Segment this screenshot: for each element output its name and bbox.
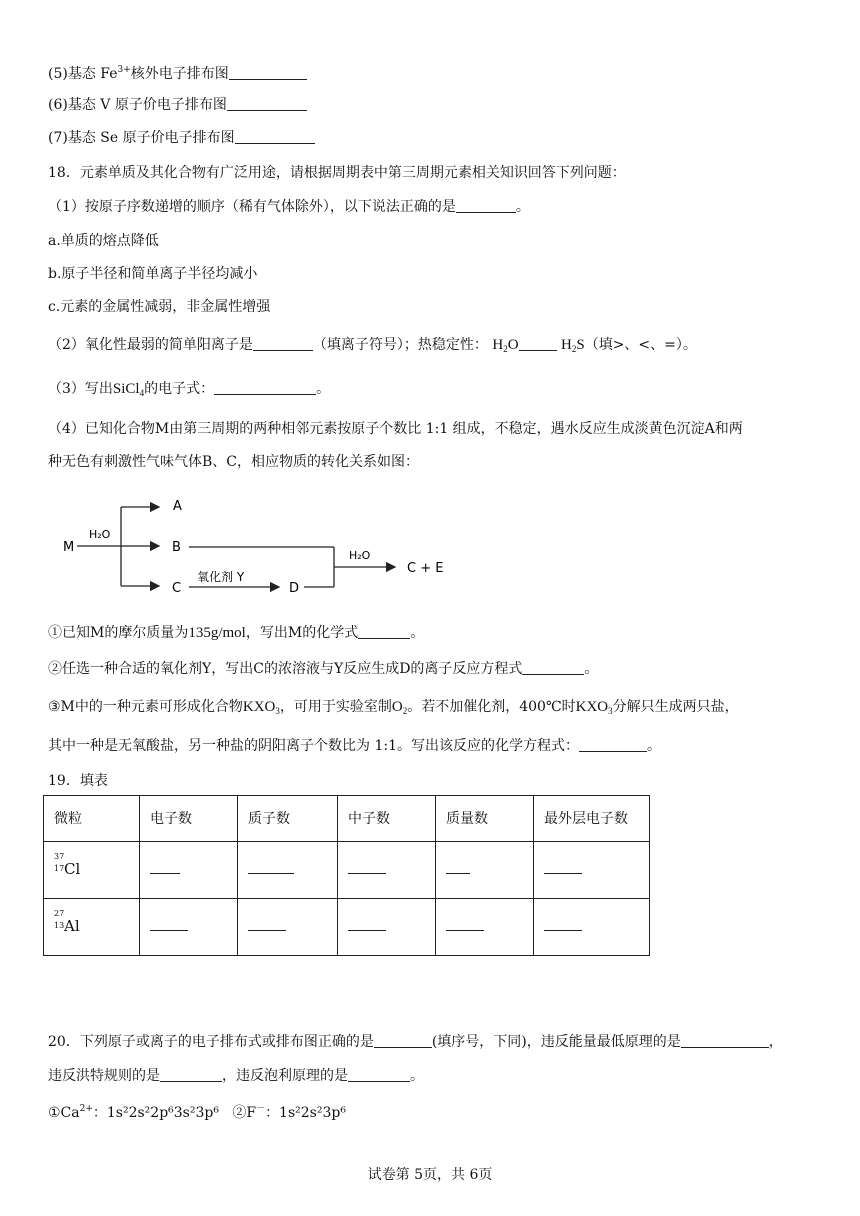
q18-part3	[48, 379, 330, 403]
text: （填>、<、=）。	[584, 337, 697, 353]
answer-blank[interactable]	[348, 861, 386, 874]
cell[interactable]	[436, 842, 534, 899]
q18-sub2	[48, 659, 598, 679]
q17-item7	[48, 128, 315, 148]
molar-mass: 135g/mol	[188, 625, 246, 641]
option-2: ②F	[232, 1105, 257, 1121]
q18-option-a: a.单质的熔点降低	[48, 233, 159, 249]
table-header: 质量数	[436, 796, 534, 842]
q17-item5	[48, 60, 307, 84]
page-footer: 试卷第 5页，共 6页	[367, 1167, 493, 1183]
answer-blank[interactable]	[358, 624, 410, 639]
superscript: －	[256, 1104, 266, 1114]
text: 20．下列原子或离子的电子排布式或排布图正确的是	[48, 1034, 374, 1050]
answer-blank[interactable]	[544, 861, 582, 874]
text: 。	[515, 199, 530, 215]
q18-option-c: c.元素的金属性减弱，非金属性增强	[48, 299, 271, 315]
answer-blank[interactable]	[446, 861, 470, 874]
q18-intro: 18．元素单质及其化合物有广泛用途，请根据周期表中第三周期元素相关知识回答下列问题：	[48, 165, 626, 181]
cell[interactable]	[140, 899, 238, 956]
answer-blank[interactable]	[160, 1067, 222, 1082]
cell[interactable]	[238, 899, 338, 956]
answer-blank[interactable]	[522, 660, 584, 675]
formula-h2s: $H_2S$	[561, 337, 585, 354]
text: 。	[316, 381, 331, 397]
node-d: D	[289, 581, 300, 596]
text: 。	[584, 661, 599, 677]
text: ，可用于实验室制	[279, 699, 392, 715]
cell[interactable]	[436, 899, 534, 956]
node-m: M	[63, 540, 75, 555]
q17-item6	[48, 95, 307, 115]
q18-part4-line2: 种无色有刺激性气味气体B、C，相应物质的转化关系如图：	[48, 454, 419, 470]
answer-blank[interactable]	[519, 336, 557, 351]
text: (6)基态 V 原子价电子排布图	[48, 97, 227, 113]
superscript: 2+	[79, 1104, 93, 1114]
answer-blank[interactable]	[214, 380, 316, 395]
table-header: 电子数	[140, 796, 238, 842]
answer-blank[interactable]	[374, 1033, 432, 1048]
formula-kxo3: $KXO_3$	[242, 699, 280, 716]
nuclide-al: 27 13 Al	[44, 899, 140, 956]
q18-sub1	[48, 623, 424, 643]
q19-title: 19．填表	[48, 773, 108, 789]
q18-part2	[48, 335, 697, 359]
text: 违反洪特规则的是	[48, 1068, 160, 1084]
cell[interactable]	[238, 842, 338, 899]
node-b: B	[172, 540, 181, 555]
nuclide-cl: 37 17 Cl	[44, 842, 140, 899]
config-2: ：1s²2s²3p⁶	[265, 1105, 346, 1121]
answer-blank[interactable]	[227, 96, 307, 111]
text: （3）写出	[48, 381, 113, 397]
node-ce: C + E	[407, 561, 444, 576]
text: ，写出M的化学式	[245, 625, 359, 641]
reaction-diagram	[55, 490, 455, 605]
label-h2o-2: H₂O	[349, 549, 371, 562]
answer-blank[interactable]	[248, 918, 286, 931]
cell[interactable]	[534, 842, 650, 899]
q18-part1	[48, 197, 530, 217]
table-header: 质子数	[238, 796, 338, 842]
q20-line1	[48, 1032, 783, 1052]
text: ③M中的一种元素可形成化合物	[48, 699, 243, 715]
answer-blank[interactable]	[248, 861, 294, 874]
text: 。	[646, 738, 661, 754]
text: 核外电子排布图	[130, 66, 229, 82]
option-1: ①Ca	[48, 1105, 80, 1121]
text: 。若不加催化剂，400℃时	[407, 699, 576, 715]
text: ②任选一种合适的氧化剂Y，写出C的浓溶液与Y反应生成D的离子反应方程式	[48, 661, 523, 677]
text: (5)基态 Fe	[48, 66, 118, 82]
label-oxidant: 氧化剂 Y	[197, 570, 245, 584]
text: 。	[410, 1068, 424, 1084]
answer-blank[interactable]	[579, 737, 647, 752]
superscript: 3+	[117, 65, 131, 75]
answer-blank[interactable]	[229, 65, 307, 80]
label-h2o-1: H₂O	[89, 528, 111, 541]
text: （1）按原子序数递增的顺序（稀有气体除外），以下说法正确的是	[48, 199, 456, 215]
table-header-row	[44, 796, 650, 842]
q20-options	[48, 1099, 346, 1123]
text: (填序号，下同)，违反能量最低原理的是	[431, 1034, 681, 1050]
cell[interactable]	[534, 899, 650, 956]
text: 分解只生成两只盐，	[612, 699, 739, 715]
config-1: ：1s²2s²2p⁶3s²3p⁶	[92, 1105, 219, 1121]
text: 其中一种是无氧酸盐，另一种盐的阴阳离子个数比为 1:1。写出该反应的化学方程式：	[48, 738, 579, 754]
cell[interactable]	[140, 842, 238, 899]
q18-sub3-line1	[48, 697, 739, 721]
formula-h2o: $H_2O$	[492, 337, 519, 354]
text: ，违反泡利原理的是	[222, 1068, 348, 1084]
text: (7)基态 Se 原子价电子排布图	[48, 130, 235, 146]
text: （填离子符号）；热稳定性：	[312, 337, 488, 353]
node-c: C	[172, 581, 182, 596]
formula-o2: $O_2$	[391, 699, 408, 716]
answer-blank[interactable]	[348, 1067, 410, 1082]
table-header: 微粒	[44, 796, 140, 842]
text: ①已知M的摩尔质量为	[48, 625, 189, 641]
formula-sicl4: SiCl$_4$	[112, 381, 145, 398]
text: （2）氧化性最弱的简单阳离子是	[48, 337, 253, 353]
answer-blank[interactable]	[235, 129, 315, 144]
q18-option-b: b.原子半径和简单离子半径均减小	[48, 266, 258, 282]
answer-blank[interactable]	[544, 918, 582, 931]
answer-blank[interactable]	[348, 918, 386, 931]
table-row	[44, 842, 650, 899]
table-row	[44, 899, 650, 956]
cell[interactable]	[338, 842, 436, 899]
text: 。	[410, 625, 425, 641]
answer-blank[interactable]	[681, 1033, 769, 1048]
node-a: A	[173, 499, 182, 514]
table-header: 中子数	[338, 796, 436, 842]
q19-table	[43, 795, 650, 956]
answer-blank[interactable]	[456, 198, 516, 213]
q20-line2	[48, 1066, 424, 1086]
answer-blank[interactable]	[253, 336, 313, 351]
table-header: 最外层电子数	[534, 796, 650, 842]
text: 的电子式：	[144, 381, 215, 397]
answer-blank[interactable]	[150, 861, 180, 874]
formula-kxo3: $KXO_3$	[575, 699, 613, 716]
text: ，	[768, 1034, 783, 1050]
answer-blank[interactable]	[150, 918, 188, 931]
answer-blank[interactable]	[446, 918, 484, 931]
q18-part4-line1: （4）已知化合物M由第三周期的两种相邻元素按原子个数比 1:1 组成，不稳定，遇水反应生成淡黄色沉淀A和两	[48, 421, 743, 437]
cell[interactable]	[338, 899, 436, 956]
q18-sub3-line2	[48, 736, 661, 756]
